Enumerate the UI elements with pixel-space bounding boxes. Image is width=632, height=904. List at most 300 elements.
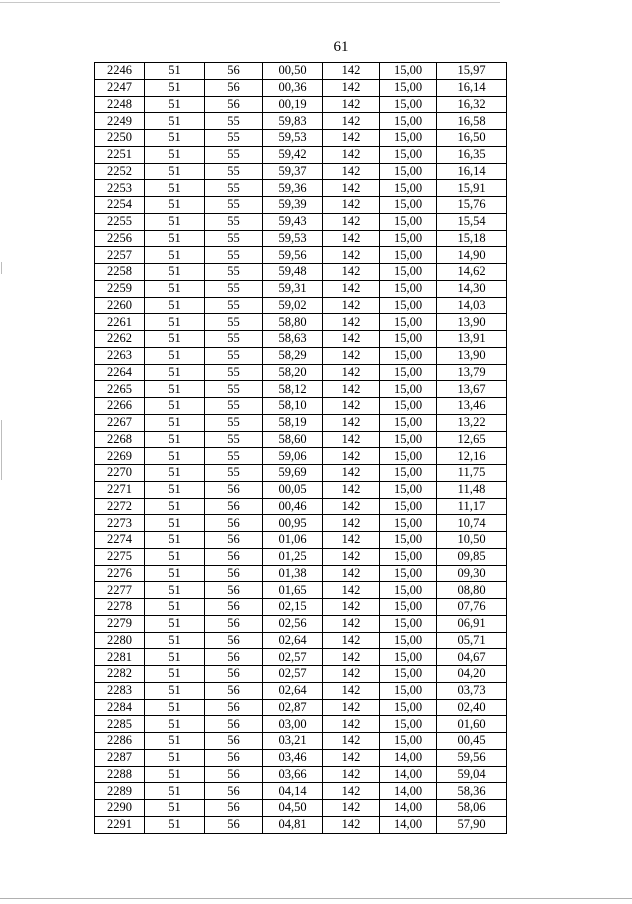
table-cell: 2256 bbox=[95, 230, 145, 247]
table-cell: 2246 bbox=[95, 63, 145, 80]
table-row bbox=[95, 599, 507, 616]
table-cell: 59,53 bbox=[263, 230, 323, 247]
table-row bbox=[95, 582, 507, 599]
table-cell: 59,53 bbox=[263, 130, 323, 147]
table-cell: 51 bbox=[145, 716, 205, 733]
table-cell: 00,46 bbox=[263, 498, 323, 515]
table-row bbox=[95, 398, 507, 415]
table-cell: 15,00 bbox=[380, 79, 437, 96]
table-cell: 00,36 bbox=[263, 79, 323, 96]
table-cell: 56 bbox=[205, 532, 263, 549]
table-cell: 02,56 bbox=[263, 615, 323, 632]
table-cell: 2259 bbox=[95, 280, 145, 297]
table-cell: 15,00 bbox=[380, 146, 437, 163]
table-row bbox=[95, 113, 507, 130]
table-cell: 59,31 bbox=[263, 280, 323, 297]
table-cell: 13,22 bbox=[437, 414, 507, 431]
table-cell: 2249 bbox=[95, 113, 145, 130]
table-cell: 142 bbox=[323, 548, 380, 565]
table-cell: 51 bbox=[145, 96, 205, 113]
table-cell: 51 bbox=[145, 632, 205, 649]
table-cell: 2253 bbox=[95, 180, 145, 197]
table-cell: 2286 bbox=[95, 733, 145, 750]
table-cell: 15,00 bbox=[380, 180, 437, 197]
table-row bbox=[95, 146, 507, 163]
table-cell: 56 bbox=[205, 481, 263, 498]
table-cell: 2275 bbox=[95, 548, 145, 565]
table-cell: 51 bbox=[145, 582, 205, 599]
table-row bbox=[95, 682, 507, 699]
table-row bbox=[95, 364, 507, 381]
table-cell: 59,43 bbox=[263, 213, 323, 230]
table-row bbox=[95, 264, 507, 281]
table-cell: 15,00 bbox=[380, 682, 437, 699]
table-cell: 56 bbox=[205, 816, 263, 833]
table-cell: 2279 bbox=[95, 615, 145, 632]
table-cell: 59,36 bbox=[263, 180, 323, 197]
table-cell: 142 bbox=[323, 716, 380, 733]
table-cell: 51 bbox=[145, 448, 205, 465]
table-cell: 142 bbox=[323, 264, 380, 281]
table-cell: 16,14 bbox=[437, 79, 507, 96]
table-cell: 55 bbox=[205, 146, 263, 163]
table-row bbox=[95, 699, 507, 716]
page-number: 61 bbox=[333, 39, 349, 55]
table-cell: 55 bbox=[205, 364, 263, 381]
table-cell: 142 bbox=[323, 766, 380, 783]
table-cell: 2267 bbox=[95, 414, 145, 431]
table-cell: 142 bbox=[323, 498, 380, 515]
table-cell: 58,06 bbox=[437, 800, 507, 817]
table-cell: 02,64 bbox=[263, 632, 323, 649]
table-row bbox=[95, 163, 507, 180]
table-cell: 2291 bbox=[95, 816, 145, 833]
table-cell: 00,50 bbox=[263, 63, 323, 80]
table-row bbox=[95, 431, 507, 448]
table-cell: 56 bbox=[205, 733, 263, 750]
table-cell: 142 bbox=[323, 146, 380, 163]
table-row bbox=[95, 716, 507, 733]
table-cell: 56 bbox=[205, 632, 263, 649]
table-cell: 14,00 bbox=[380, 816, 437, 833]
table-cell: 01,25 bbox=[263, 548, 323, 565]
table-cell: 15,00 bbox=[380, 465, 437, 482]
table-cell: 15,00 bbox=[380, 515, 437, 532]
table-cell: 2268 bbox=[95, 431, 145, 448]
table-cell: 15,00 bbox=[380, 582, 437, 599]
table-cell: 2283 bbox=[95, 682, 145, 699]
table-cell: 142 bbox=[323, 180, 380, 197]
table-cell: 11,48 bbox=[437, 481, 507, 498]
table-cell: 2287 bbox=[95, 749, 145, 766]
table-cell: 55 bbox=[205, 331, 263, 348]
table-cell: 15,00 bbox=[380, 481, 437, 498]
table-row bbox=[95, 565, 507, 582]
table-cell: 15,00 bbox=[380, 649, 437, 666]
table-cell: 15,00 bbox=[380, 448, 437, 465]
table-cell: 01,60 bbox=[437, 716, 507, 733]
table-cell: 58,10 bbox=[263, 398, 323, 415]
table-cell: 57,90 bbox=[437, 816, 507, 833]
table-cell: 142 bbox=[323, 347, 380, 364]
table-cell: 51 bbox=[145, 749, 205, 766]
table-cell: 142 bbox=[323, 213, 380, 230]
table-cell: 142 bbox=[323, 615, 380, 632]
table-cell: 2266 bbox=[95, 398, 145, 415]
table-cell: 142 bbox=[323, 666, 380, 683]
table-cell: 59,56 bbox=[263, 247, 323, 264]
table-cell: 56 bbox=[205, 96, 263, 113]
table-cell: 03,00 bbox=[263, 716, 323, 733]
table-cell: 15,00 bbox=[380, 381, 437, 398]
table-cell: 142 bbox=[323, 565, 380, 582]
table-row bbox=[95, 280, 507, 297]
table-cell: 04,81 bbox=[263, 816, 323, 833]
table-cell: 56 bbox=[205, 749, 263, 766]
table-cell: 11,75 bbox=[437, 465, 507, 482]
table-cell: 2284 bbox=[95, 699, 145, 716]
table-cell: 56 bbox=[205, 800, 263, 817]
table-cell: 10,74 bbox=[437, 515, 507, 532]
table-cell: 13,91 bbox=[437, 331, 507, 348]
table-cell: 55 bbox=[205, 180, 263, 197]
table-cell: 15,00 bbox=[380, 666, 437, 683]
table-cell: 12,65 bbox=[437, 431, 507, 448]
table-cell: 12,16 bbox=[437, 448, 507, 465]
table-row bbox=[95, 197, 507, 214]
table-cell: 2265 bbox=[95, 381, 145, 398]
table-row bbox=[95, 532, 507, 549]
table-cell: 04,67 bbox=[437, 649, 507, 666]
table-row bbox=[95, 448, 507, 465]
table-cell: 56 bbox=[205, 63, 263, 80]
table-cell: 15,00 bbox=[380, 130, 437, 147]
data-table bbox=[94, 62, 507, 834]
table-cell: 2277 bbox=[95, 582, 145, 599]
scan-margin-mark bbox=[1, 420, 2, 480]
table-cell: 55 bbox=[205, 230, 263, 247]
table-cell: 59,37 bbox=[263, 163, 323, 180]
table-cell: 51 bbox=[145, 431, 205, 448]
table-cell: 2247 bbox=[95, 79, 145, 96]
table-cell: 59,02 bbox=[263, 297, 323, 314]
table-cell: 2255 bbox=[95, 213, 145, 230]
table-cell: 13,79 bbox=[437, 364, 507, 381]
table-row bbox=[95, 766, 507, 783]
table-cell: 142 bbox=[323, 448, 380, 465]
table-cell: 2260 bbox=[95, 297, 145, 314]
table-cell: 16,35 bbox=[437, 146, 507, 163]
table-cell: 51 bbox=[145, 800, 205, 817]
table-cell: 51 bbox=[145, 548, 205, 565]
table-cell: 59,06 bbox=[263, 448, 323, 465]
table-cell: 142 bbox=[323, 197, 380, 214]
table-cell: 15,91 bbox=[437, 180, 507, 197]
table-cell: 16,50 bbox=[437, 130, 507, 147]
table-cell: 15,00 bbox=[380, 733, 437, 750]
table-row bbox=[95, 498, 507, 515]
table-cell: 15,00 bbox=[380, 314, 437, 331]
table-row bbox=[95, 381, 507, 398]
table-cell: 16,32 bbox=[437, 96, 507, 113]
table-cell: 51 bbox=[145, 398, 205, 415]
table-cell: 03,73 bbox=[437, 682, 507, 699]
table-cell: 2280 bbox=[95, 632, 145, 649]
table-cell: 58,80 bbox=[263, 314, 323, 331]
table-cell: 142 bbox=[323, 431, 380, 448]
table-cell: 15,00 bbox=[380, 347, 437, 364]
table-cell: 142 bbox=[323, 632, 380, 649]
table-cell: 13,67 bbox=[437, 381, 507, 398]
table-cell: 14,90 bbox=[437, 247, 507, 264]
table-cell: 142 bbox=[323, 79, 380, 96]
table-cell: 2248 bbox=[95, 96, 145, 113]
table-cell: 55 bbox=[205, 197, 263, 214]
table-cell: 55 bbox=[205, 381, 263, 398]
table-cell: 05,71 bbox=[437, 632, 507, 649]
table-row bbox=[95, 816, 507, 833]
table-cell: 51 bbox=[145, 599, 205, 616]
table-cell: 55 bbox=[205, 130, 263, 147]
table-cell: 56 bbox=[205, 79, 263, 96]
table-cell: 2254 bbox=[95, 197, 145, 214]
table-row bbox=[95, 130, 507, 147]
table-row bbox=[95, 749, 507, 766]
table-cell: 15,00 bbox=[380, 113, 437, 130]
table-cell: 01,65 bbox=[263, 582, 323, 599]
table-cell: 2264 bbox=[95, 364, 145, 381]
table-cell: 15,00 bbox=[380, 716, 437, 733]
table-row bbox=[95, 247, 507, 264]
table-cell: 51 bbox=[145, 314, 205, 331]
table-cell: 142 bbox=[323, 599, 380, 616]
table-cell: 2289 bbox=[95, 783, 145, 800]
table-cell: 09,85 bbox=[437, 548, 507, 565]
table-cell: 56 bbox=[205, 699, 263, 716]
table-cell: 2290 bbox=[95, 800, 145, 817]
table-cell: 10,50 bbox=[437, 532, 507, 549]
table-cell: 142 bbox=[323, 230, 380, 247]
table-cell: 15,00 bbox=[380, 632, 437, 649]
table-cell: 142 bbox=[323, 816, 380, 833]
table-cell: 51 bbox=[145, 699, 205, 716]
table-cell: 55 bbox=[205, 264, 263, 281]
scan-top-rule bbox=[0, 2, 500, 3]
table-cell: 51 bbox=[145, 297, 205, 314]
table-cell: 55 bbox=[205, 347, 263, 364]
scan-bottom-rule bbox=[0, 898, 632, 899]
table-cell: 142 bbox=[323, 247, 380, 264]
table-cell: 13,90 bbox=[437, 314, 507, 331]
table-cell: 51 bbox=[145, 381, 205, 398]
table-cell: 15,00 bbox=[380, 280, 437, 297]
table-row bbox=[95, 800, 507, 817]
table-cell: 51 bbox=[145, 498, 205, 515]
table-cell: 142 bbox=[323, 699, 380, 716]
table-cell: 55 bbox=[205, 297, 263, 314]
table-cell: 142 bbox=[323, 481, 380, 498]
table-cell: 58,12 bbox=[263, 381, 323, 398]
table-cell: 51 bbox=[145, 515, 205, 532]
table-cell: 15,00 bbox=[380, 364, 437, 381]
table-cell: 59,39 bbox=[263, 197, 323, 214]
table-cell: 02,64 bbox=[263, 682, 323, 699]
table-cell: 51 bbox=[145, 213, 205, 230]
table-cell: 11,17 bbox=[437, 498, 507, 515]
table-cell: 15,76 bbox=[437, 197, 507, 214]
scan-margin-mark bbox=[1, 262, 2, 274]
table-cell: 2285 bbox=[95, 716, 145, 733]
table-cell: 58,29 bbox=[263, 347, 323, 364]
table-cell: 15,00 bbox=[380, 213, 437, 230]
table-cell: 59,04 bbox=[437, 766, 507, 783]
table-cell: 15,00 bbox=[380, 699, 437, 716]
table-cell: 51 bbox=[145, 733, 205, 750]
table-row bbox=[95, 347, 507, 364]
table-cell: 14,00 bbox=[380, 766, 437, 783]
table-cell: 00,95 bbox=[263, 515, 323, 532]
table-cell: 142 bbox=[323, 783, 380, 800]
table-cell: 03,46 bbox=[263, 749, 323, 766]
table-cell: 15,00 bbox=[380, 431, 437, 448]
table-cell: 00,19 bbox=[263, 96, 323, 113]
table-cell: 56 bbox=[205, 716, 263, 733]
table-cell: 58,63 bbox=[263, 331, 323, 348]
table-row bbox=[95, 180, 507, 197]
table-cell: 15,00 bbox=[380, 247, 437, 264]
table-cell: 15,00 bbox=[380, 548, 437, 565]
table-cell: 14,62 bbox=[437, 264, 507, 281]
table-cell: 51 bbox=[145, 532, 205, 549]
table-cell: 2271 bbox=[95, 481, 145, 498]
table-cell: 15,00 bbox=[380, 331, 437, 348]
table-cell: 2261 bbox=[95, 314, 145, 331]
table-cell: 51 bbox=[145, 481, 205, 498]
table-cell: 58,20 bbox=[263, 364, 323, 381]
table-cell: 59,83 bbox=[263, 113, 323, 130]
table-cell: 51 bbox=[145, 783, 205, 800]
table-row bbox=[95, 414, 507, 431]
table-cell: 56 bbox=[205, 615, 263, 632]
table-cell: 2282 bbox=[95, 666, 145, 683]
table-cell: 14,30 bbox=[437, 280, 507, 297]
table-cell: 15,00 bbox=[380, 498, 437, 515]
table-row bbox=[95, 96, 507, 113]
table-cell: 07,76 bbox=[437, 599, 507, 616]
table-cell: 15,00 bbox=[380, 565, 437, 582]
table-cell: 55 bbox=[205, 113, 263, 130]
table-cell: 14,00 bbox=[380, 783, 437, 800]
table-cell: 15,00 bbox=[380, 197, 437, 214]
table-cell: 51 bbox=[145, 197, 205, 214]
table-cell: 59,42 bbox=[263, 146, 323, 163]
table-cell: 142 bbox=[323, 800, 380, 817]
table-row bbox=[95, 632, 507, 649]
table-row bbox=[95, 733, 507, 750]
table-cell: 08,80 bbox=[437, 582, 507, 599]
table-cell: 51 bbox=[145, 766, 205, 783]
table-cell: 142 bbox=[323, 532, 380, 549]
table-row bbox=[95, 331, 507, 348]
table-cell: 142 bbox=[323, 314, 380, 331]
table-cell: 142 bbox=[323, 364, 380, 381]
table-cell: 56 bbox=[205, 649, 263, 666]
table-cell: 15,00 bbox=[380, 96, 437, 113]
table-cell: 55 bbox=[205, 247, 263, 264]
table-cell: 56 bbox=[205, 548, 263, 565]
table-cell: 142 bbox=[323, 465, 380, 482]
table-cell: 01,38 bbox=[263, 565, 323, 582]
table-cell: 55 bbox=[205, 314, 263, 331]
table-cell: 51 bbox=[145, 130, 205, 147]
table-cell: 02,15 bbox=[263, 599, 323, 616]
table-cell: 55 bbox=[205, 213, 263, 230]
table-cell: 142 bbox=[323, 733, 380, 750]
table-cell: 59,56 bbox=[437, 749, 507, 766]
table-cell: 56 bbox=[205, 565, 263, 582]
table-cell: 51 bbox=[145, 113, 205, 130]
table-cell: 51 bbox=[145, 331, 205, 348]
table-cell: 2278 bbox=[95, 599, 145, 616]
table-cell: 15,00 bbox=[380, 297, 437, 314]
table-cell: 142 bbox=[323, 280, 380, 297]
table-cell: 142 bbox=[323, 381, 380, 398]
table-cell: 14,00 bbox=[380, 749, 437, 766]
table-cell: 51 bbox=[145, 649, 205, 666]
table-cell: 51 bbox=[145, 615, 205, 632]
table-cell: 51 bbox=[145, 666, 205, 683]
table-cell: 58,19 bbox=[263, 414, 323, 431]
table-row bbox=[95, 515, 507, 532]
table-cell: 2270 bbox=[95, 465, 145, 482]
table-cell: 15,00 bbox=[380, 414, 437, 431]
table-cell: 15,00 bbox=[380, 63, 437, 80]
table-cell: 56 bbox=[205, 783, 263, 800]
table-cell: 55 bbox=[205, 280, 263, 297]
table-cell: 15,00 bbox=[380, 599, 437, 616]
table-cell: 14,03 bbox=[437, 297, 507, 314]
table-cell: 51 bbox=[145, 163, 205, 180]
table-cell: 16,58 bbox=[437, 113, 507, 130]
table-cell: 56 bbox=[205, 498, 263, 515]
table-cell: 51 bbox=[145, 347, 205, 364]
table-cell: 2251 bbox=[95, 146, 145, 163]
table-cell: 51 bbox=[145, 682, 205, 699]
table-cell: 142 bbox=[323, 113, 380, 130]
table-cell: 51 bbox=[145, 180, 205, 197]
table-cell: 03,21 bbox=[263, 733, 323, 750]
table-row bbox=[95, 649, 507, 666]
table-cell: 2269 bbox=[95, 448, 145, 465]
table-row bbox=[95, 481, 507, 498]
table-cell: 142 bbox=[323, 130, 380, 147]
table-cell: 142 bbox=[323, 96, 380, 113]
table-cell: 15,00 bbox=[380, 163, 437, 180]
table-cell: 51 bbox=[145, 414, 205, 431]
table-cell: 2274 bbox=[95, 532, 145, 549]
table-row bbox=[95, 230, 507, 247]
table-cell: 59,48 bbox=[263, 264, 323, 281]
table-row bbox=[95, 297, 507, 314]
table-row bbox=[95, 63, 507, 80]
table-cell: 06,91 bbox=[437, 615, 507, 632]
table-cell: 51 bbox=[145, 247, 205, 264]
table-cell: 02,40 bbox=[437, 699, 507, 716]
table-cell: 142 bbox=[323, 515, 380, 532]
table-cell: 55 bbox=[205, 465, 263, 482]
table-cell: 56 bbox=[205, 582, 263, 599]
table-cell: 56 bbox=[205, 515, 263, 532]
